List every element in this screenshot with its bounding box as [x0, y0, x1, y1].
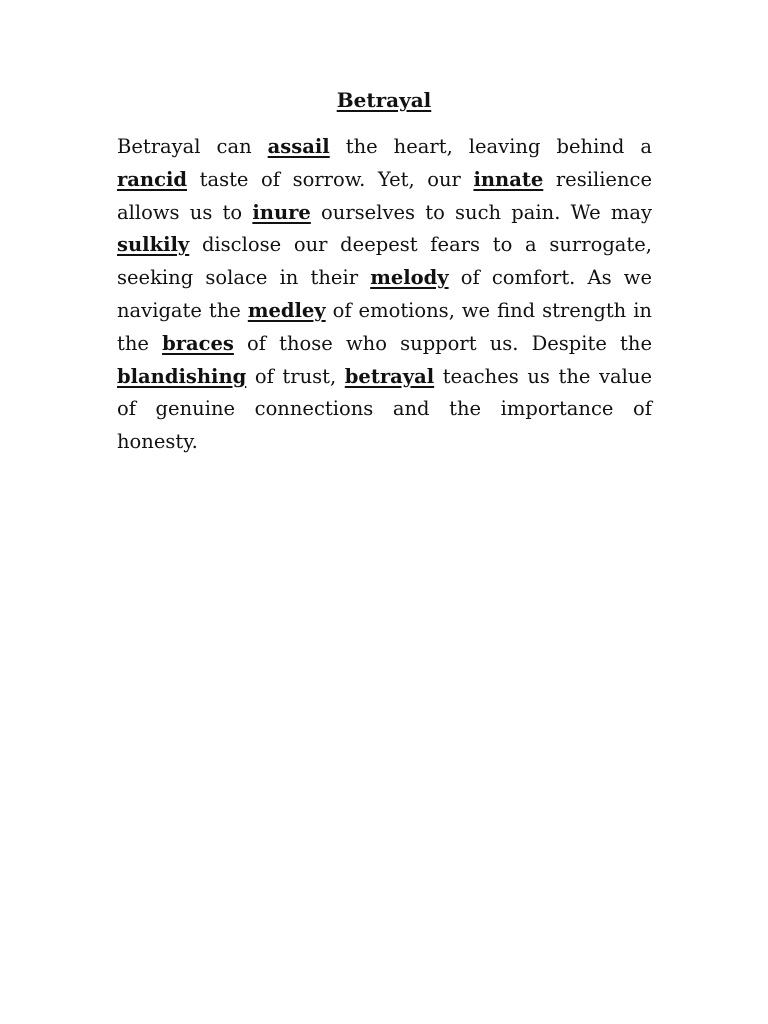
vocabulary-word: braces — [162, 331, 234, 355]
paragraph-text: of trust, — [246, 364, 345, 388]
vocabulary-word: blandishing — [117, 364, 247, 388]
vocabulary-word: inure — [252, 200, 311, 224]
paragraph-text: of those who support us. Despite the — [233, 331, 652, 355]
paragraph-text: teaches us the value of genuine connections and the importance of honesty. — [117, 364, 652, 454]
paragraph-text: disclose our deepest fears to a surrogate, seeking solace in their — [117, 233, 652, 290]
vocabulary-word: melody — [370, 266, 449, 290]
vocabulary-word: rancid — [117, 167, 188, 191]
document-paragraph — [117, 131, 652, 459]
vocabulary-word: medley — [247, 298, 326, 322]
document-title: Betrayal — [336, 88, 432, 112]
paragraph-text: Betrayal can — [117, 135, 268, 158]
vocabulary-word: assail — [267, 135, 330, 158]
paragraph-text: ourselves to such pain. We may — [310, 200, 652, 224]
paragraph-text: of emotions, we find strength in the — [117, 298, 652, 355]
paragraph-text: the heart, leaving behind a — [329, 135, 652, 158]
vocabulary-word: betrayal — [344, 364, 435, 388]
paragraph-text: resilience allows us to — [117, 167, 652, 224]
vocabulary-word: innate — [473, 167, 544, 191]
paragraph-text: of comfort. As we navigate the — [117, 266, 652, 322]
vocabulary-word: sulkily — [117, 233, 190, 257]
paragraph-text: taste of sorrow. Yet, our — [187, 167, 474, 191]
